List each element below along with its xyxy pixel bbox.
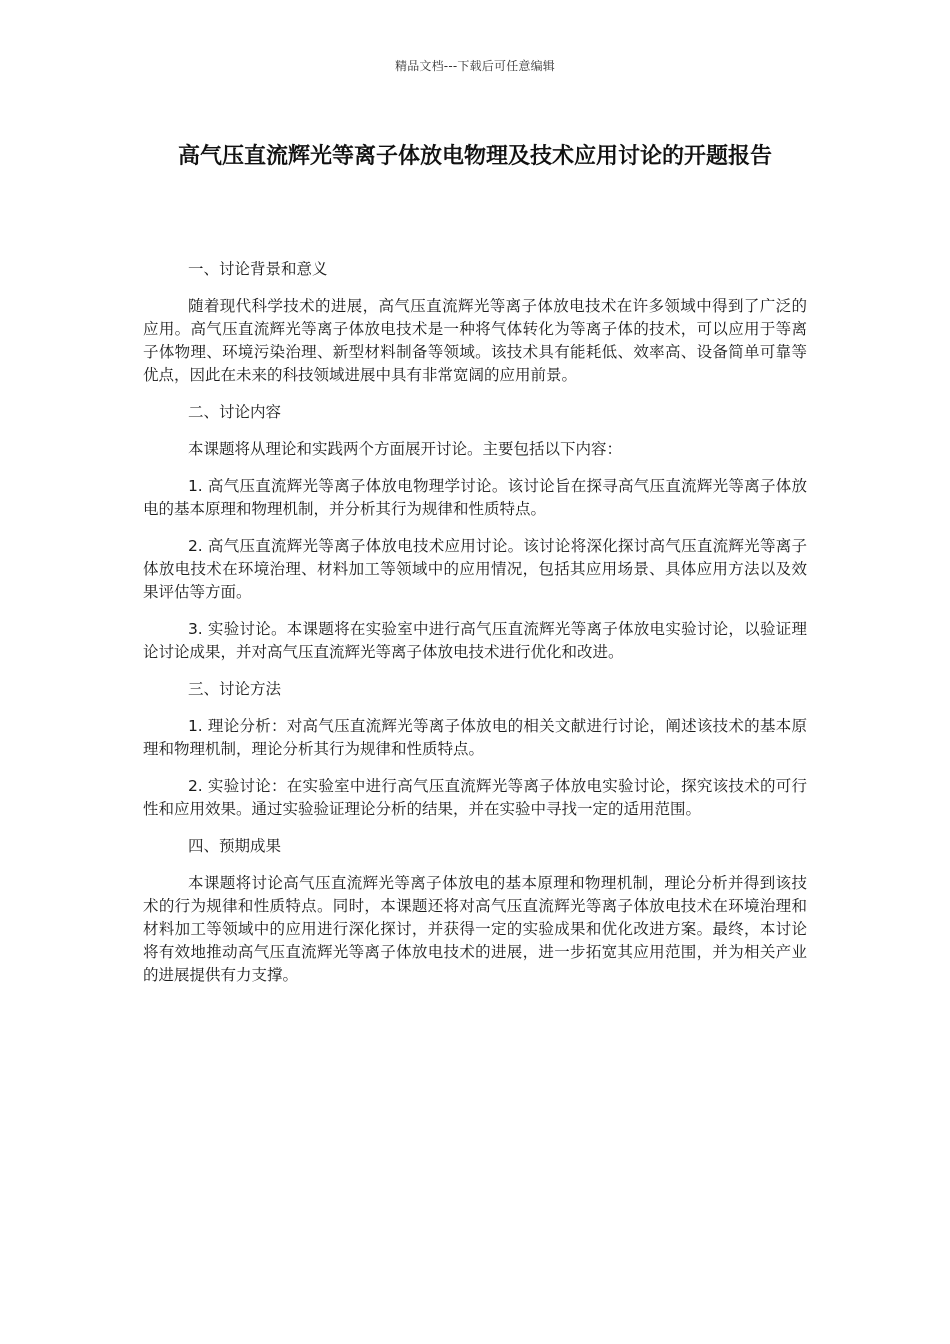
section-heading-method: 三、讨论方法	[187, 680, 281, 698]
list-item-content-2: 2. 高气压直流辉光等离子体放电技术应用讨论。该讨论将深化探讨高气压直流辉光等离子体放电技术在环境治理、材料加工等领域中的应用情况，包括其应用场景、具体应用方法以及效果评估等方面。	[143, 537, 807, 601]
paragraph-background: 随着现代科学技术的进展，高气压直流辉光等离子体放电技术在许多领域中得到了广泛的应用。高气压直流辉光等离子体放电技术是一种将气体转化为等离子体的技术，可以应用于等离子体物理、环境污染治理、新型材料制备等领域。该技术具有能耗低、效率高、设备简单可靠等优点，因此在未来的科技领域进展中具有非常宽阔的应用前景。	[143, 297, 807, 384]
list-item-method-1: 1. 理论分析：对高气压直流辉光等离子体放电的相关文献进行讨论，阐述该技术的基本原理和物理机制，理论分析其行为规律和性质特点。	[143, 717, 807, 758]
list-item-content-1: 1. 高气压直流辉光等离子体放电物理学讨论。该讨论旨在探寻高气压直流辉光等离子体放电的基本原理和物理机制，并分析其行为规律和性质特点。	[143, 477, 807, 518]
document-title: 高气压直流辉光等离子体放电物理及技术应用讨论的开题报告	[177, 144, 772, 169]
section-heading-outcome: 四、预期成果	[187, 837, 281, 855]
list-item-content-3: 3. 实验讨论。本课题将在实验室中进行高气压直流辉光等离子体放电实验讨论，以验证理论讨论成果，并对高气压直流辉光等离子体放电技术进行优化和改进。	[143, 620, 807, 661]
paragraph-outcome: 本课题将讨论高气压直流辉光等离子体放电的基本原理和物理机制，理论分析并得到该技术的行为规律和性质特点。同时，本课题还将对高气压直流辉光等离子体放电技术在环境治理和材料加工等领域中的应用进行深化探讨，并获得一定的实验成果和优化改进方案。最终，本讨论将有效地推动高气压直流辉光等离子体放电技术的进展，进一步拓宽其应用范围，并为相关产业的进展提供有力支撑。	[143, 874, 807, 984]
section-heading-background: 一、讨论背景和意义	[187, 260, 328, 278]
paragraph-content-intro: 本课题将从理论和实践两个方面展开讨论。主要包括以下内容：	[187, 440, 622, 458]
section-heading-content: 二、讨论内容	[187, 403, 281, 421]
header-note: 精品文档---下载后可任意编辑	[395, 59, 555, 73]
list-item-method-2: 2. 实验讨论：在实验室中进行高气压直流辉光等离子体放电实验讨论，探究该技术的可行性和应用效果。通过实验验证理论分析的结果，并在实验中寻找一定的适用范围。	[143, 777, 807, 818]
document-body	[143, 258, 807, 1001]
